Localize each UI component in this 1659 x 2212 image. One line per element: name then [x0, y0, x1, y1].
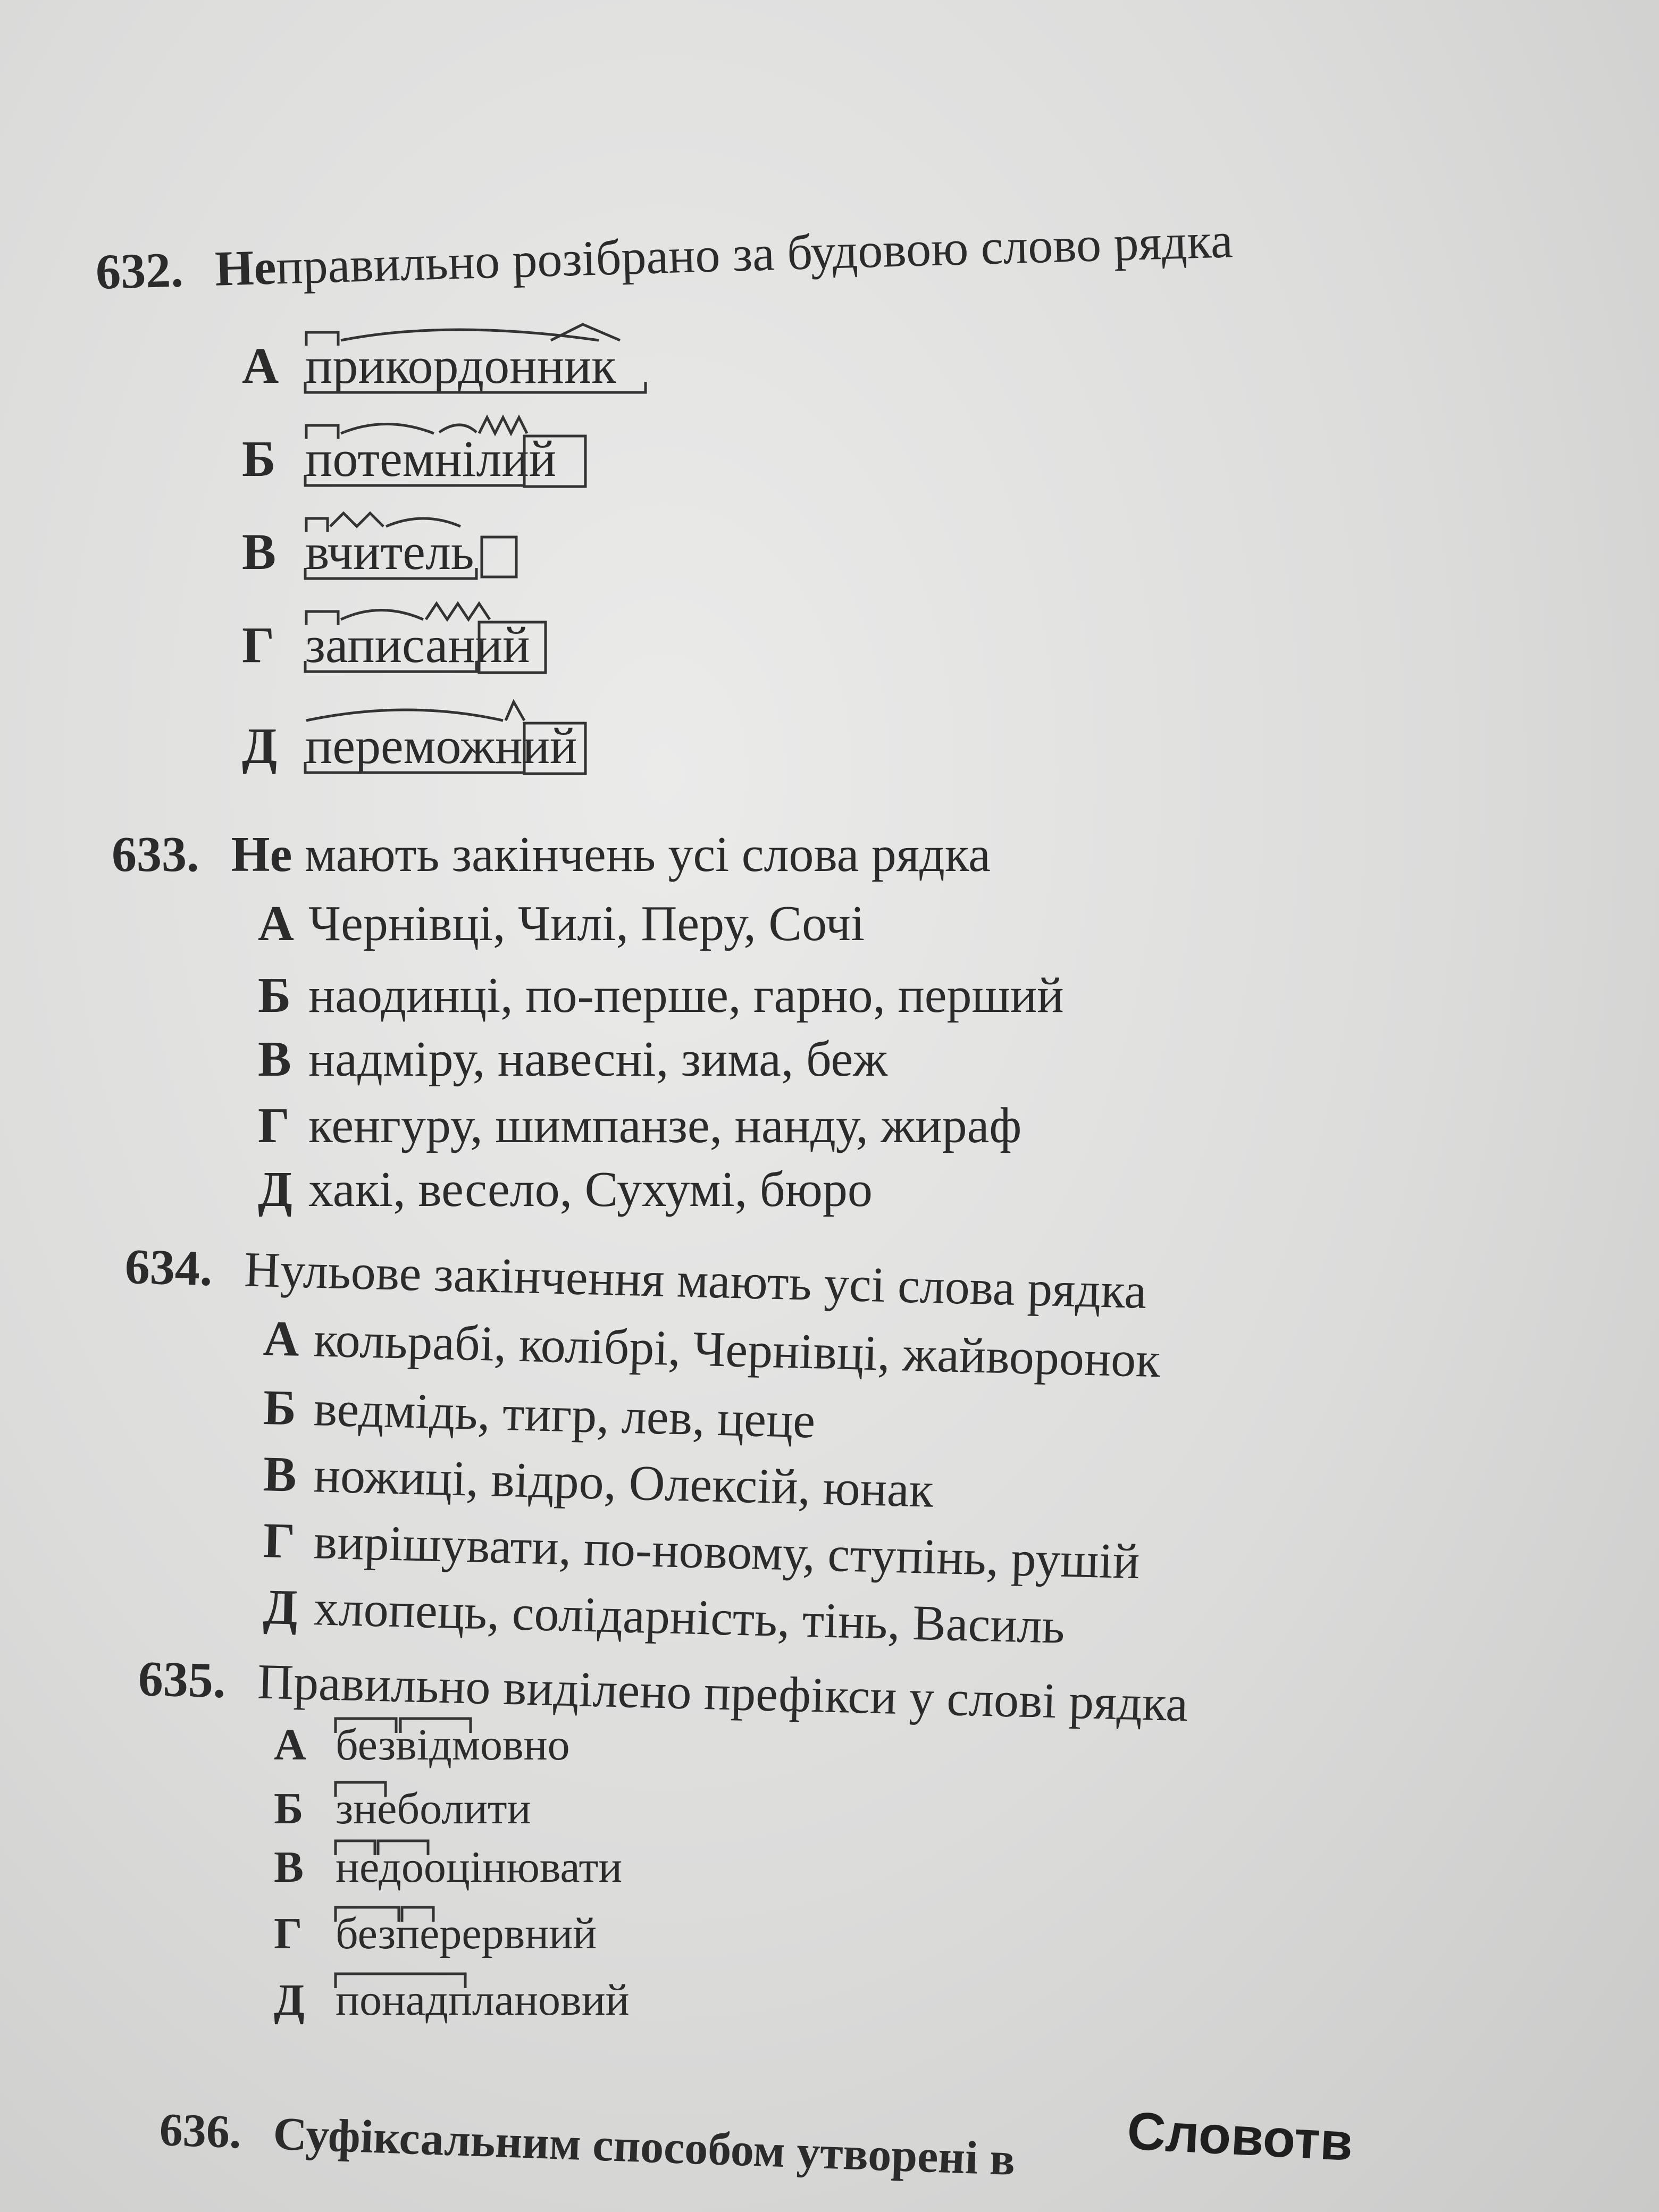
option-text: хакі, весело, Сухумі, бюро — [308, 1162, 873, 1217]
option-633-v — [258, 1032, 888, 1087]
stem-text: мають закінчень усі слова рядка — [292, 827, 991, 882]
prefix-marks — [332, 1714, 492, 1736]
morpheme-word — [305, 616, 539, 673]
option-text: наодинці, по-перше, гарно, перший — [308, 968, 1064, 1023]
option-letter: Б — [258, 968, 291, 1023]
morpheme-marks — [301, 705, 599, 784]
option-word: прикордонник — [305, 337, 616, 394]
option-letter: Г — [242, 616, 275, 673]
option-letter: Б — [242, 430, 276, 487]
option-632-a — [242, 337, 646, 394]
option-text: надміру, навесні, зима, беж — [308, 1032, 888, 1087]
option-letter: Г — [262, 1513, 296, 1569]
option-word: безвідмовно — [336, 1720, 570, 1770]
option-letter: Д — [274, 1975, 305, 2025]
option-632-b — [242, 430, 582, 487]
prefix-word — [336, 1784, 531, 1833]
morpheme-marks — [301, 324, 652, 404]
option-word: понадплановий — [336, 1975, 630, 2025]
option-text: вирішувати, по-новому, ступінь, рушій — [313, 1514, 1141, 1590]
prefix-word — [336, 1720, 570, 1770]
morpheme-word — [305, 430, 582, 487]
question-633 — [112, 827, 991, 882]
morpheme-word — [305, 717, 582, 774]
option-word: записаний — [305, 616, 530, 673]
option-letter: А — [242, 337, 279, 394]
option-letter: А — [262, 1311, 300, 1367]
prefix-marks — [332, 1903, 492, 1924]
question-number: 634. — [124, 1239, 213, 1297]
option-text: кольрабі, колібрі, Чернівці, жайворонок — [313, 1312, 1161, 1388]
option-letter: А — [258, 896, 294, 951]
option-letter: В — [242, 523, 276, 580]
option-word: переможний — [305, 717, 577, 774]
option-text: ведмідь, тигр, лев, цеце — [313, 1381, 816, 1449]
option-633-g — [258, 1098, 1022, 1153]
prefix-word — [336, 1909, 597, 1958]
option-letter: Д — [242, 717, 278, 774]
option-letter: В — [258, 1032, 291, 1087]
morpheme-marks — [301, 417, 599, 497]
option-letter: В — [262, 1446, 297, 1503]
option-633-d — [258, 1162, 873, 1217]
option-635-b — [274, 1784, 531, 1833]
prefix-word — [336, 1975, 630, 2025]
question-635 — [137, 1651, 1189, 1732]
option-634-v — [262, 1446, 934, 1518]
option-634-d — [262, 1579, 1066, 1654]
stem-emphasis: Не — [231, 827, 292, 882]
option-word: недооцінювати — [336, 1842, 623, 1892]
morpheme-marks — [301, 604, 562, 683]
prefix-marks — [332, 1970, 492, 1991]
option-635-d — [274, 1975, 630, 2025]
option-letter: Г — [274, 1909, 303, 1958]
section-heading: Словотв — [1126, 2101, 1355, 2173]
option-632-d — [242, 717, 582, 774]
option-letter: Г — [258, 1098, 290, 1153]
option-634-b — [262, 1380, 816, 1449]
option-635-g — [274, 1909, 597, 1958]
option-text: ножиці, відро, Олексій, юнак — [313, 1447, 934, 1518]
option-633-b — [258, 968, 1064, 1023]
question-stem: Правильно виділено префікси у слові рядка — [257, 1654, 1189, 1732]
question-stem: Нульове закінчення мають усі слова рядка — [244, 1242, 1147, 1319]
question-stem — [231, 827, 991, 882]
question-632 — [95, 213, 1234, 300]
option-letter: Б — [262, 1380, 297, 1436]
option-632-v — [242, 523, 486, 580]
option-word: знеболити — [336, 1784, 531, 1833]
option-text: кенгуру, шимпанзе, нанду, жираф — [308, 1098, 1022, 1153]
question-634 — [124, 1239, 1147, 1319]
option-letter: В — [274, 1842, 304, 1892]
morpheme-marks — [301, 510, 546, 590]
prefix-word — [336, 1842, 623, 1892]
morpheme-word — [305, 337, 646, 394]
option-word: безперервний — [336, 1909, 597, 1958]
option-letter: Д — [262, 1579, 298, 1636]
option-text: хлопець, солідарність, тінь, Василь — [313, 1580, 1066, 1654]
option-635-v — [274, 1842, 623, 1892]
stem-text: правильно розібрано за будовою слово рядка — [275, 213, 1234, 295]
option-letter: Б — [274, 1784, 304, 1833]
question-number: 636. — [158, 2104, 242, 2159]
question-636 — [158, 2103, 1016, 2186]
morpheme-word — [305, 523, 486, 580]
question-number: 633. — [112, 827, 199, 882]
option-text: Чернівці, Чилі, Перу, Сочі — [308, 896, 865, 951]
stem-emphasis: Не — [214, 239, 277, 297]
option-634-a — [262, 1311, 1161, 1388]
question-number: 635. — [137, 1651, 227, 1709]
option-634-g — [262, 1513, 1141, 1590]
question-stem — [214, 213, 1234, 296]
question-stem: Суфіксальним способом утворені в — [272, 2108, 1016, 2186]
question-number: 632. — [95, 242, 184, 300]
option-633-a — [258, 896, 865, 951]
option-letter: Д — [258, 1162, 292, 1217]
option-word: потемнілий — [305, 430, 557, 487]
prefix-marks — [332, 1778, 492, 1799]
option-letter: А — [274, 1720, 306, 1770]
prefix-marks — [332, 1837, 492, 1858]
option-632-g — [242, 616, 539, 673]
option-word: вчитель — [305, 523, 474, 580]
option-635-a — [274, 1720, 570, 1770]
